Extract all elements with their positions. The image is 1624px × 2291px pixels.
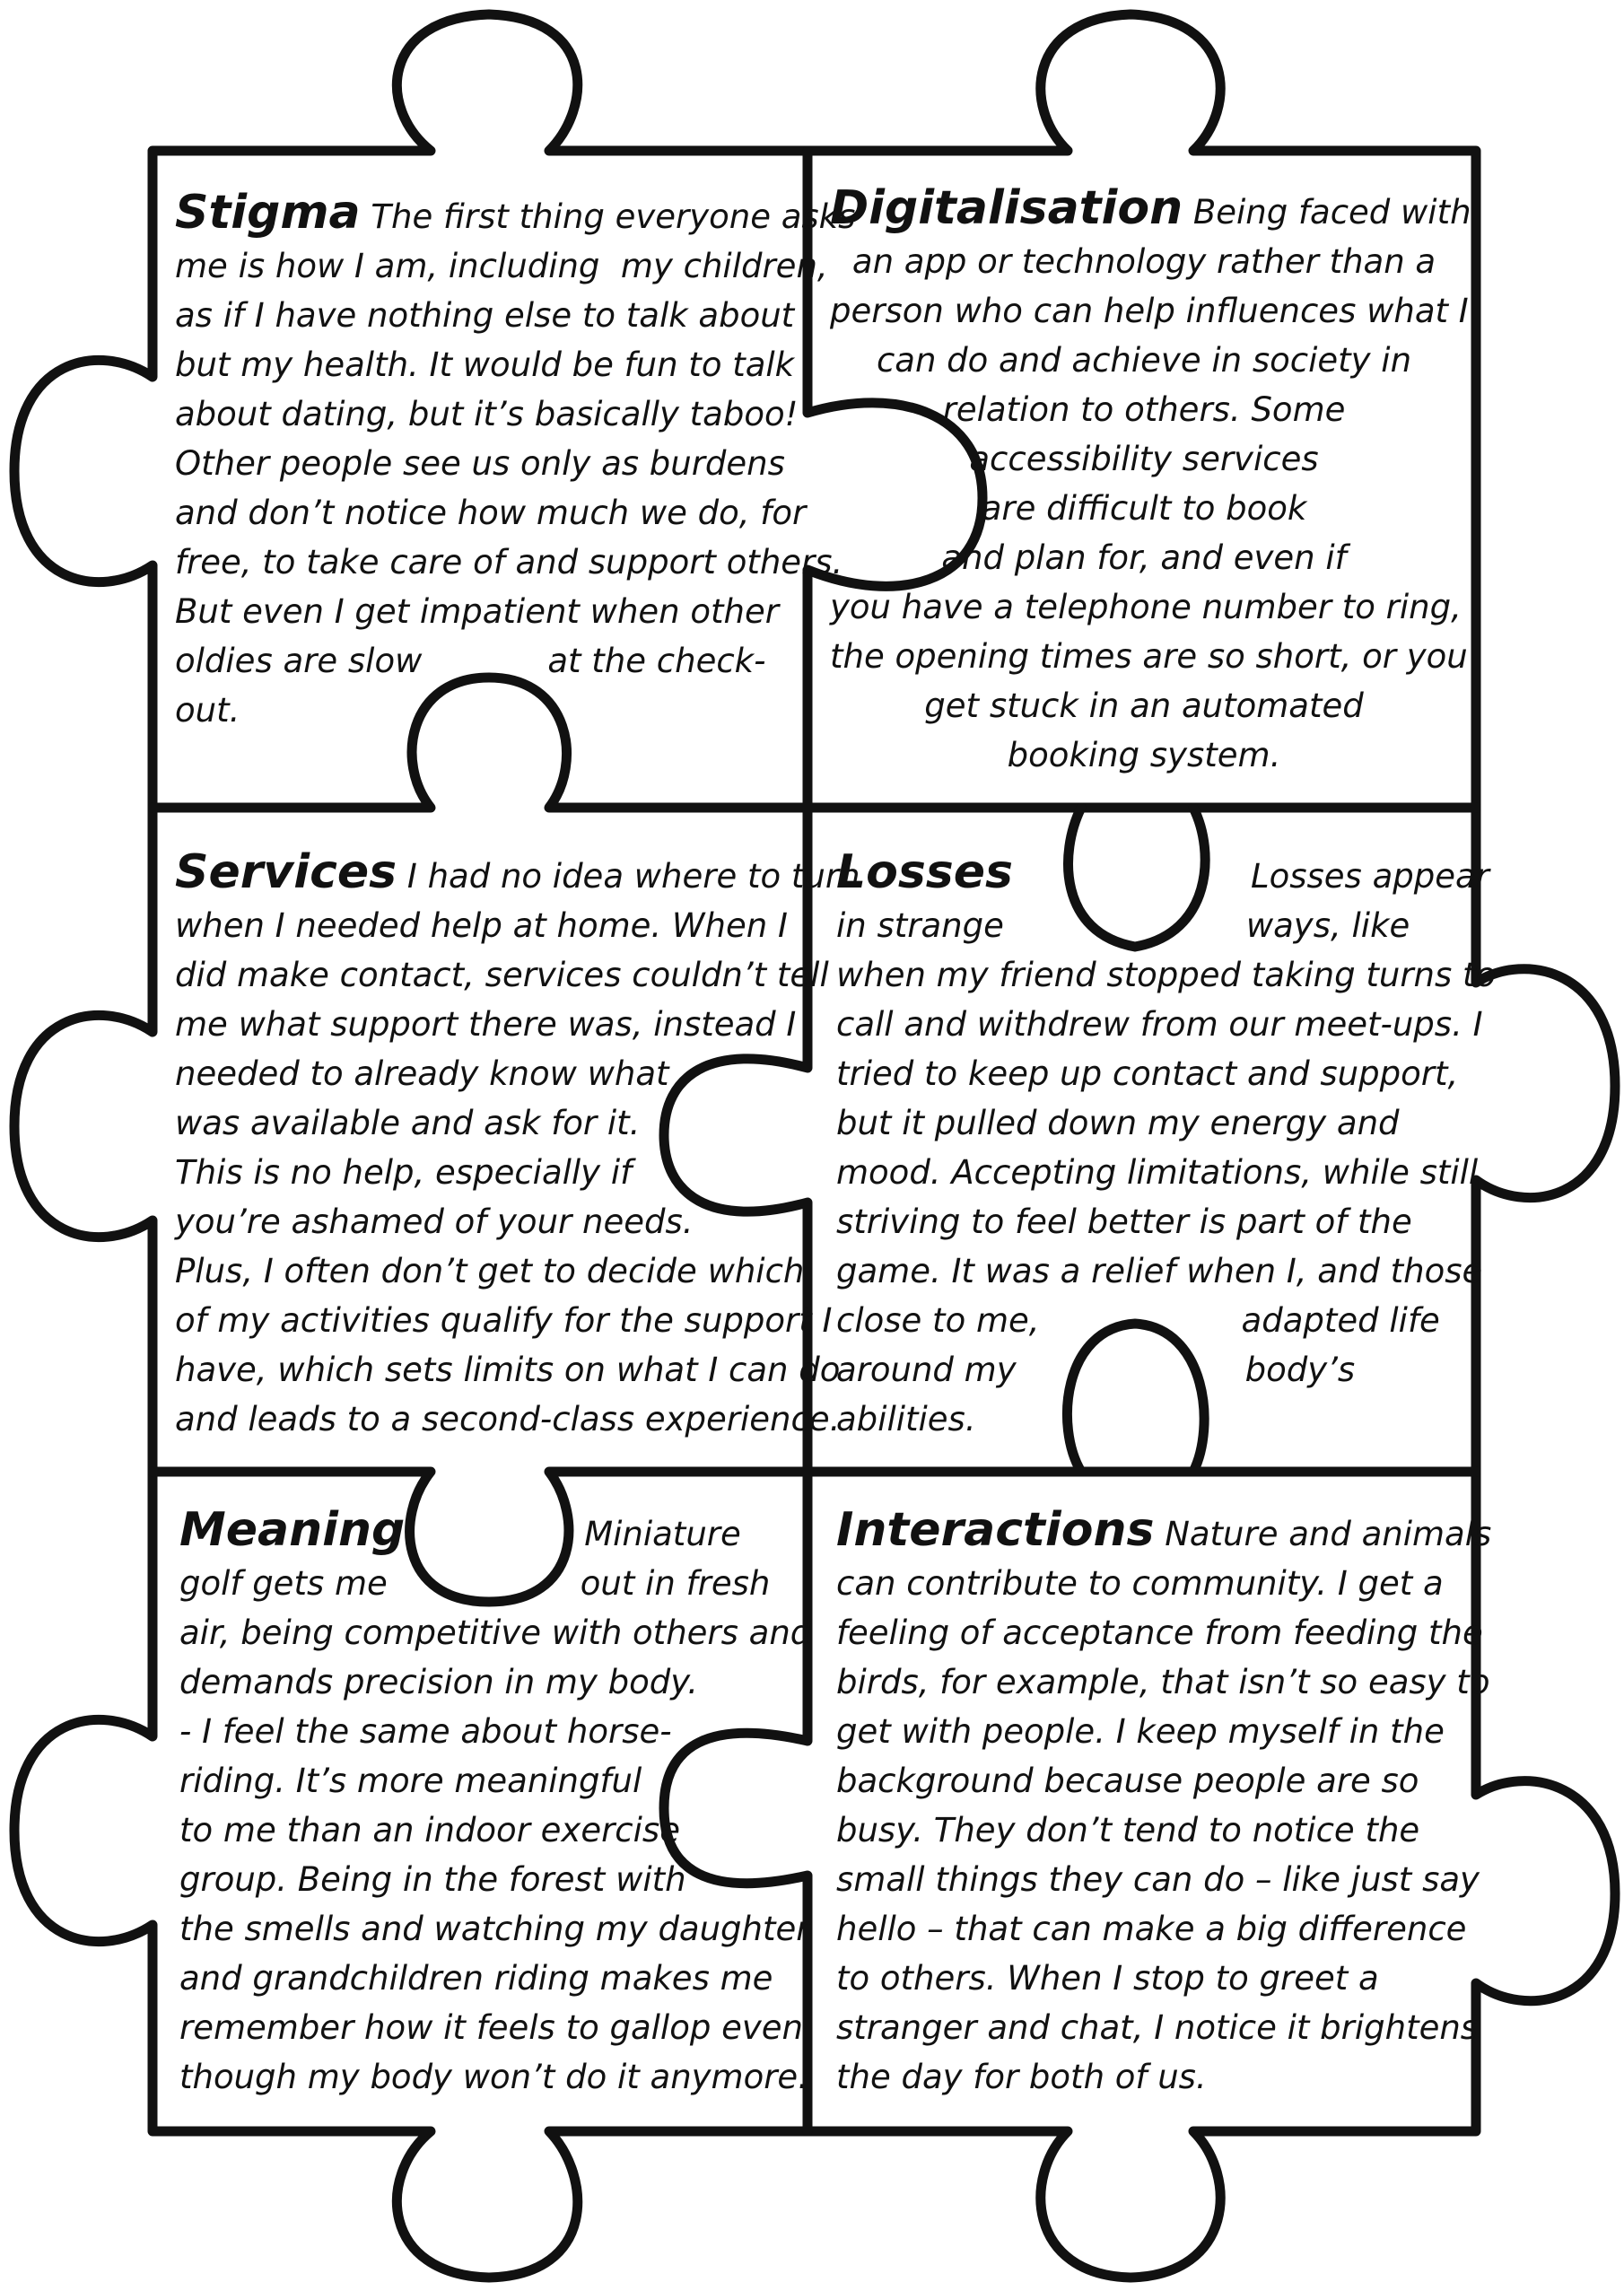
text-line: birds, for example, that isn’t so easy to (836, 1663, 1490, 1701)
text-line: accessibility services (969, 440, 1319, 478)
text-line: and leads to a second-class experience. (175, 1400, 841, 1438)
text-line: ways, like (1245, 906, 1410, 945)
text-line: relation to others. Some (942, 390, 1346, 429)
text-line: person who can help influences what I (830, 292, 1469, 330)
text-line: me what support there was, instead I (175, 1005, 797, 1044)
text-line: can do and achieve in society in (876, 341, 1412, 380)
text-line: and grandchildren riding makes me (179, 1959, 773, 1998)
text-line: around my (836, 1351, 1017, 1389)
text-line: mood. Accepting limitations, while still (836, 1153, 1479, 1192)
text-line: remember how it feels to gallop even (179, 2008, 803, 2047)
text-line: striving to feel better is part of the (836, 1202, 1412, 1241)
text-line: game. It was a relief when I, and those (836, 1252, 1483, 1290)
text-line: Nature and animals (1154, 1515, 1492, 1553)
text-line: golf gets me (179, 1564, 388, 1603)
text-line: have, which sets limits on what I can do (175, 1351, 841, 1389)
text-line: out in fresh (580, 1564, 771, 1603)
piece-stigma (175, 186, 856, 735)
text-line: you’re ashamed of your needs. (175, 1202, 694, 1241)
text-line: riding. It’s more meaningful (179, 1762, 642, 1800)
text-line: body’s (1244, 1351, 1356, 1389)
piece-losses (836, 845, 1497, 1444)
piece-meaning (179, 1503, 812, 2102)
text-line: as if I have nothing else to talk about (175, 296, 795, 335)
piece-title: Meaning (179, 1503, 406, 1557)
text-line: But even I get impatient when other (175, 592, 779, 631)
text-line: abilities. (836, 1400, 976, 1438)
text-line: Miniature (584, 1515, 741, 1553)
text-line: get stuck in an automated (924, 686, 1364, 725)
text-line: adapted life (1241, 1301, 1440, 1340)
piece-title: Interactions (836, 1503, 1155, 1557)
text-line: free, to take care of and support others. (175, 543, 843, 581)
text-line: Plus, I often don’t get to decide which (175, 1252, 805, 1290)
text-line: to others. When I stop to greet a (836, 1959, 1379, 1998)
text-line: - I feel the same about horse- (179, 1712, 672, 1751)
piece-title: Losses (836, 845, 1013, 899)
piece-services (175, 845, 860, 1444)
text-line: you have a telephone number to ring, (830, 588, 1462, 626)
text-line: did make contact, services couldn’t tell (175, 956, 829, 994)
text-line: when I needed help at home. When I (175, 906, 788, 945)
piece-interactions (836, 1503, 1492, 2102)
text-line: close to me, (836, 1301, 1040, 1340)
text-line: the day for both of us. (836, 2058, 1207, 2096)
text-line: The first thing everyone asks (360, 197, 856, 236)
text-line: of my activities qualify for the support I (175, 1301, 833, 1340)
text-line: Being faced with (1183, 193, 1471, 232)
text-line: in strange (836, 906, 1004, 945)
text-line: small things they can do – like just say (836, 1860, 1480, 1899)
text-line: call and withdrew from our meet-ups. I (836, 1005, 1483, 1044)
text-line: get with people. I keep myself in the (836, 1712, 1445, 1751)
text-line: and don’t notice how much we do, for (175, 494, 807, 532)
text-line: demands precision in my body. (179, 1663, 699, 1701)
text-line: busy. They don’t tend to notice the (836, 1811, 1420, 1849)
text-line: an app or technology rather than a (851, 242, 1436, 281)
text-line: me is how I am, including my children, (175, 247, 828, 285)
text-line: Losses appear (1250, 857, 1489, 896)
text-line: was available and ask for it. (175, 1104, 641, 1142)
text-line: air, being competitive with others and (179, 1613, 812, 1652)
text-line: to me than an indoor exercise (179, 1811, 680, 1849)
text-line: but it pulled down my energy and (836, 1104, 1400, 1142)
text-line: the smells and watching my daughter (179, 1910, 810, 1948)
text-line: I had no idea where to turn (397, 857, 860, 896)
piece-title: Stigma (175, 186, 361, 240)
piece-digitalisation (830, 181, 1471, 780)
text-line: tried to keep up contact and support, (836, 1054, 1459, 1093)
text-line: background because people are so (836, 1762, 1419, 1800)
text-line: oldies are slow (175, 642, 423, 680)
text-line: out. (175, 691, 240, 730)
text-line: needed to already know what (175, 1054, 669, 1093)
text-line: stranger and chat, I notice it brightens (836, 2008, 1479, 2047)
piece-title: Digitalisation (830, 181, 1183, 235)
text-line: hello – that can make a big difference (836, 1910, 1467, 1948)
text-line: about dating, but it’s basically taboo! (175, 395, 799, 433)
text-line: the opening times are so short, or you (830, 637, 1468, 676)
text-line: at the check- (547, 642, 766, 680)
text-line: can contribute to community. I get a (836, 1564, 1444, 1603)
text-line: group. Being in the forest with (179, 1860, 686, 1899)
text-line: though my body won’t do it anymore. (179, 2058, 808, 2096)
piece-title: Services (175, 845, 397, 899)
text-line: feeling of acceptance from feeding the (836, 1613, 1483, 1652)
text-line: Other people see us only as burdens (175, 444, 785, 483)
text-line: and plan for, and even if (941, 538, 1347, 577)
text-line: when my friend stopped taking turns to (836, 956, 1497, 994)
text-line: but my health. It would be fun to talk (175, 345, 795, 384)
text-line: are difficult to book (981, 489, 1307, 528)
text-line: This is no help, especially if (175, 1153, 633, 1192)
text-line: booking system. (1007, 736, 1281, 774)
